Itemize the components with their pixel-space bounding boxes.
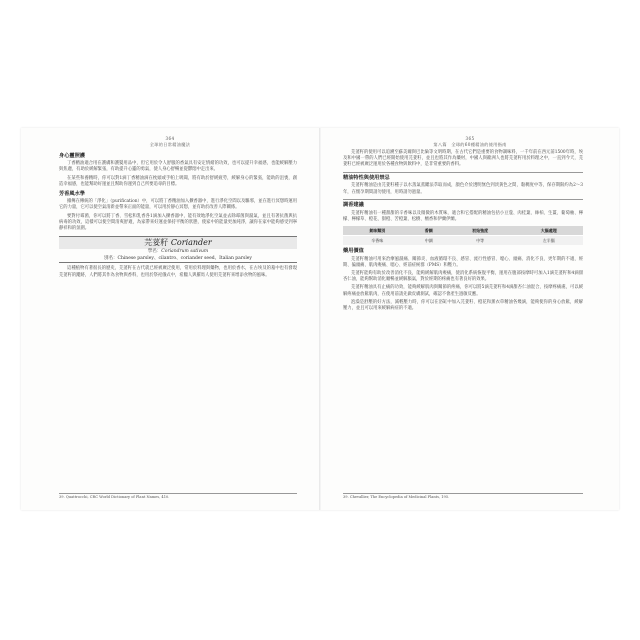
left-page [21,128,319,510]
right-page-header [321,136,619,148]
herb-title [59,237,297,249]
footnote-text: 39. Quattrocchi, CRC World Dictionary of Plant Names, 410. [59,494,170,499]
table-header-cell: 氣味類別 [343,226,412,236]
left-footnote [59,493,297,499]
section-heading: 藥用價值 [343,248,364,255]
herb-alias-label: 別名： [104,255,118,261]
paragraph: 芫荽籽精油有一種甜甜的辛香味以及微微的木質味，適合和它搭配的精油包括小豆蔻、肉桂葉、絲柏、生薑、葡萄柚、檸檬、檸檬草、橙花、甜橙、苦橙葉、松樹、檀香和伊蘭伊蘭。 [343,210,583,222]
section-heading: 精油特性與使用禁忌 [343,175,390,182]
herb-alias: Chinese parsley、cilantro、coriander seed、Italian parsley [117,255,252,261]
paragraph: 要對付霉菌，你可以將丁香、雪松和乳香各1滴加入擴香器中，能有效地淨化空氣並去除霉菌與濕氣，並且有著抗菌與抗病毒的功效，這樣可以使空間清爽舒適，為家帶來好運並保持平衡的狀態，使家中的能量更加純淨，讓你在家中能夠感受到寧靜祥和的氛圍。 [59,213,297,232]
paragraph: 泡澡是舒壓的好方法，減輕壓力時，你可以在浴缸中加入芫荽籽、橙花和薰衣草精油各幾滴，能夠使你的身心放鬆，緩解壓力，並且可以用來緩解病症的不適。 [343,299,583,312]
footnote-rule [59,493,297,494]
table-cell: 辛香味 [343,236,412,246]
left-running-title: 全球的日常精油魔法 [149,142,191,147]
paragraph: 據傳在傳統的「淨化」（purification）中，可以將丁香精油加入擴香器中，進行淨化空間以及驅邪，並在進行冥想時運用它的力量，它可以使空氣清新並帶來正面的能量，可以用於靜心冥想，並有助於改善人際關係。 [59,199,297,211]
table-header-cell: 香調 [412,226,446,236]
table-header-cell: 大腦處理 [514,226,583,236]
table-row [343,236,583,246]
herb-alias-line [59,256,297,263]
right-page-number: 365 [465,136,475,141]
right-page [321,128,619,510]
footnote-rule [343,493,583,494]
footnote-text: 39. Chevallier, The Encyclopedia of Medicinal Plants, 195. [343,494,450,499]
table-cell: 左半腦 [514,236,583,246]
right-page-content [343,150,583,314]
table-header-cell: 初始強度 [446,226,515,236]
paragraph: 芫荽籽的使用可以追溯至蘇美爾與巴比倫等文明時期，在古代它們是重要的食物調味料，一千年前在西元前1500年時，埃及和中國一帶的人們已經開始使用芫荽籽，並且也將其作為藥材，中國人與歐洲人也將芫荽籽用於料理之中，一直到今天，芫荽籽已經被廣泛運用於各種食物與飲料中，是非常重要的香料。 [343,150,583,168]
right-footnote [343,493,583,499]
book-spread [21,128,619,510]
table-cell: 中調 [412,236,446,246]
paragraph: 在某些和養精時，你可以對1滴丁香精油滴在枕頭或手帕上吸聞，將有助於舒緩疲勞，緩解身心的緊張，能助的沮喪，創造幸福感，也能幫助好運並且幫助你運到自己所要追尋的目標。 [59,175,297,187]
herb-title-en: Coriander [170,238,212,248]
divider [343,172,583,173]
paragraph: 這種植物有著很長的歷史，芫荽籽在古代就已經被廣泛使用，常用於料理與藥物，也用於香水，在古埃及的墓中也有發現芫荽籽的蹤跡，人們將其作為食物與香料，也用於祭祀儀式中，希臘人與羅馬人使用芫荽籽來增添食物的風味。 [59,266,297,278]
section-heading: 調香建議 [343,202,364,209]
left-page-header [21,136,319,148]
table-header-row [343,226,583,236]
left-page-content [59,150,297,281]
right-running-title: 第八篇 全球的60種精油的使用指南 [433,142,507,147]
table-cell: 中等 [446,236,515,246]
paragraph: 芫荽籽精油可用來治療風濕痛、關節炎、血液循環不良、感冒、流行性感冒、噁心、頭痛、消化不良、更年期的不適、經期、偏頭痛、肌肉痠痛、噁心、經前症候群（PMS）和壓力。 [343,256,583,268]
blend-info-table [343,226,583,245]
section-heading: 芳香風水學 [59,191,85,198]
left-page-number: 364 [165,136,175,141]
herb-latin-label: 學名： [147,249,162,255]
divider [343,199,583,200]
herb-latin-name: Coriandrum sativum [161,249,209,255]
herb-title-cn: 芫荽籽 [144,238,169,248]
section-heading: 身心靈照護 [59,153,85,159]
paragraph: 芫荽籽精油具有止痛的功效，能夠緩解肌肉與關節的疼痛，你可以將5滴芫荽籽和4滴甜杏仁油混合，按摩疼痛處，可以緩解疼痛並放鬆肌肉，在使用前請先做皮膚測試，確認不會產生過敏反應。 [343,285,583,297]
paragraph: 芫荽籽能夠有助於改善消化不良，能夠緩解肌肉痠痛，使消化系統恢復平衡，運用在腹部按摩時可加入1滴芫荽籽和4滴甜杏仁油，能夠幫助消化順暢並緩解脹氣，對於經期的疼痛也有著良好的效果。 [343,271,583,283]
paragraph: 芫荽籽精油是由芫荽籽種子以水蒸氣蒸餾法萃取而成，顏色介於透明無色到淡黃色之間，黏稠度中等，保存期限約為2～3年，在懷孕期間請勿使用，用時請勿過量。 [343,183,583,195]
herb-entry-box [59,236,297,263]
paragraph: 丁香精油適合用在護膚和護髮用品中，但它用於令人舒服的香氣具有安定情緒的功效，也可以提升幸福感，也能緩解壓力與焦慮，有助於緩解緊張，有助提升心靈的勇氣，使人身心舒暢並從鬱悶中走出來。 [59,161,297,173]
